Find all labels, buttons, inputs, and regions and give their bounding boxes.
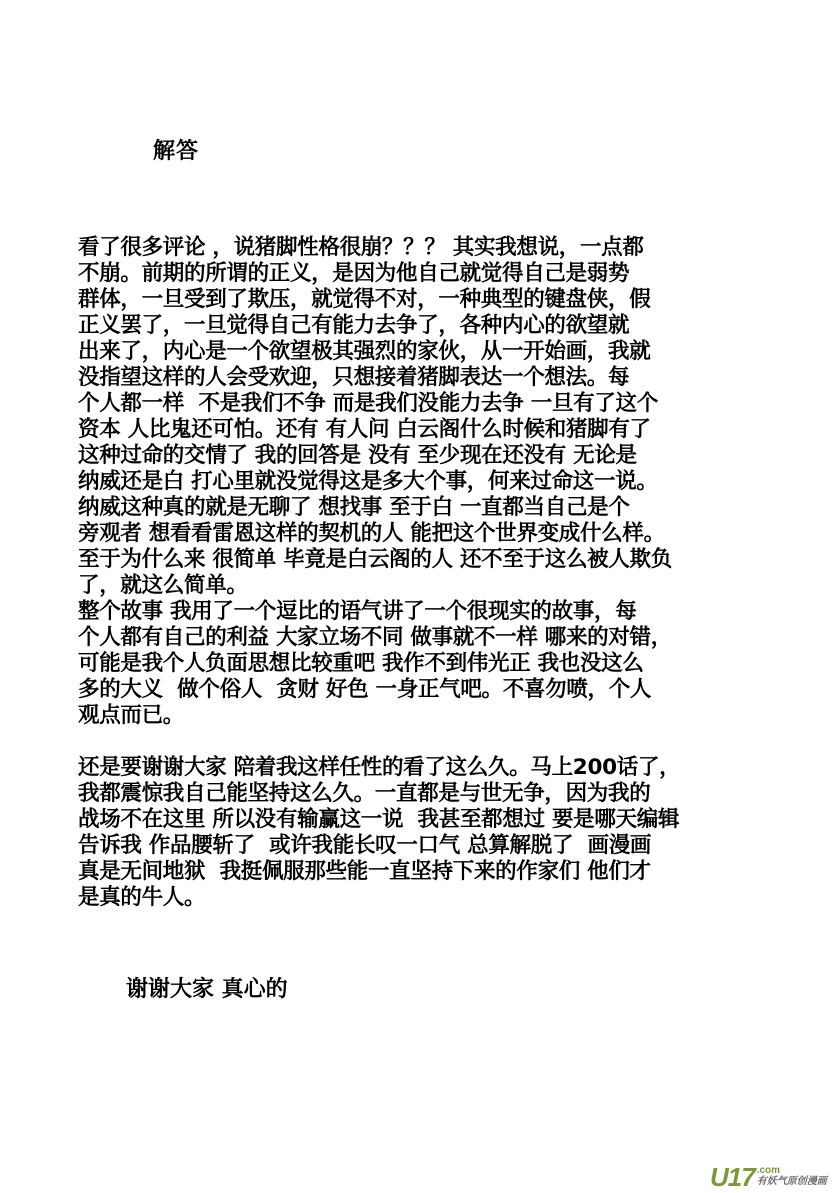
text-line: 告诉我 作品腰斩了 或许我能长叹一口气 总算解脱了 画漫画 [78,833,652,858]
text-line: 看了很多评论 ，说猪脚性格很崩？？？ 其实我想说，一点都 [78,235,644,260]
text-line: 旁观者 想看看雷恩这样的契机的人 能把这个世界变成什么样。 [78,521,665,546]
text-line: 个人都一样 不是我们不争 而是我们没能力去争 一旦有了这个 [78,391,658,416]
logo-domain: .com [756,1165,781,1176]
body-text [78,235,838,911]
u17-watermark-logo [710,1162,827,1192]
text-line: 可能是我个人负面思想比较重吧 我作不到伟光正 我也没这么 [78,651,644,676]
text-line: 还是要谢谢大家 陪着我这样任性的看了这么久。马上200话了， [78,755,681,780]
text-line: 真是无间地狱 我挺佩服那些能一直坚持下来的作家们 他们才 [78,859,651,884]
logo-slogan: 有妖气原创漫画 [756,1176,827,1187]
text-line: 是真的牛人。 [78,885,206,910]
u17-logo-mark: U17 [710,1162,755,1192]
text-line: 至于为什么来 很简单 毕竟是白云阁的人 还不至于这么被人欺负 [78,547,672,572]
page-title: 解答 [153,139,200,164]
signoff: 谢谢大家 真心的 [126,977,288,1002]
text-line: 个人都有自己的利益 大家立场不同 做事就不一样 哪来的对错， [78,625,672,650]
text-line: 这种过命的交情了 我的回答是 没有 至少现在还没有 无论是 [78,443,637,468]
text-line: 出来了，内心是一个欲望极其强烈的家伙，从一开始画，我就 [78,339,651,364]
text-line: 纳威还是白 打心里就没觉得这是多大个事，何来过命这一说。 [78,469,658,494]
text-line: 纳威这种真的就是无聊了 想找事 至于白 一直都当自己是个 [78,495,630,520]
text-line: 多的大义 做个俗人 贪财 好色 一身正气吧。不喜勿喷，个人 [78,677,652,702]
text-line: 不崩。前期的所谓的正义，是因为他自己就觉得自己是弱势 [78,261,630,286]
text-line: 战场不在这里 所以没有输赢这一说 我甚至都想过 要是哪天编辑 [78,807,680,832]
text-line: 正义罢了，一旦觉得自己有能力去争了，各种内心的欲望就 [78,313,630,338]
text-line: 观点而已。 [78,703,185,728]
text-line: 群体，一旦受到了欺压，就觉得不对，一种典型的键盘侠，假 [78,287,651,312]
logo-side [757,1166,827,1188]
paragraph-1 [78,235,838,729]
text-line: 整个故事 我用了一个逗比的语气讲了一个很现实的故事，每 [78,599,637,624]
paragraph-gap [78,729,838,755]
text-line: 了，就这么简单。 [78,573,248,598]
text-line: 资本 人比鬼还可怕。还有 有人问 白云阁什么时候和猪脚有了 [78,417,651,442]
text-line: 我都震惊我自己能坚持这么久。一直都是与世无争，因为我的 [78,781,651,806]
text-line: 没指望这样的人会受欢迎，只想接着猪脚表达一个想法。每 [78,365,630,390]
paragraph-2 [78,755,838,911]
